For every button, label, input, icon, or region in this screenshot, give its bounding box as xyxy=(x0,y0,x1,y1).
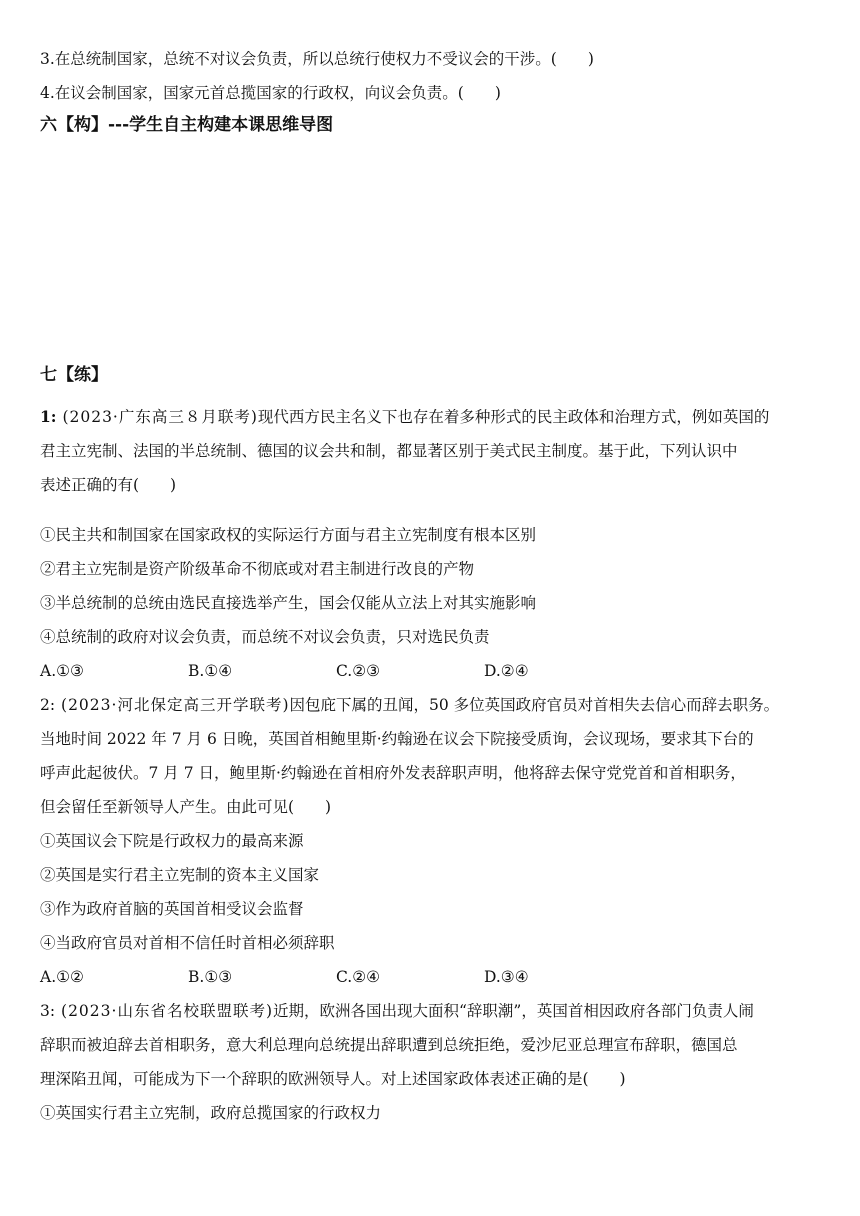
review-item-3: 3.在总统制国家，总统不对议会负责，所以总统行使权力不受议会的干涉。( ) xyxy=(40,50,594,68)
question-2-options xyxy=(40,960,820,994)
question-3-stem-line-3: 理深陷丑闻，可能成为下一个辞职的欧洲领导人。对上述国家政体表述正确的是( ) xyxy=(40,1070,626,1088)
question-1-item-4: ④总统制的政府对议会负责，而总统不对议会负责，只对选民负责 xyxy=(40,628,490,646)
question-3-number: 3: xyxy=(40,1002,56,1020)
question-2-stem-line-3: 呼声此起彼伏。7 月 7 日，鲍里斯·约翰逊在首相府外发表辞职声明，他将辞去保守党党首和首相职务， xyxy=(40,764,746,782)
question-1-option-c[interactable]: C.②③ xyxy=(336,662,381,680)
section-6-title: 六【构】---学生自主构建本课思维导图 xyxy=(40,115,334,135)
question-2-item-1: ①英国议会下院是行政权力的最高来源 xyxy=(40,832,304,850)
question-2-source: (2023·河北保定高三开学联考) xyxy=(55,696,290,714)
question-2-stem-line-1 xyxy=(40,688,820,722)
question-2-option-a[interactable]: A.①② xyxy=(40,968,84,986)
question-2-item-4: ④当政府官员对首相不信任时首相必须辞职 xyxy=(40,934,335,952)
question-1-stem-text-1: 现代西方民主名义下也存在着多种形式的民主政体和治理方式，例如英国的 xyxy=(257,408,770,426)
question-1-option-b[interactable]: B.①④ xyxy=(188,662,233,680)
question-2-option-c[interactable]: C.②④ xyxy=(336,968,381,986)
question-2-stem-line-2: 当地时间 2022 年 7 月 6 日晚，英国首相鲍里斯·约翰逊在议会下院接受质询，会议现场，要求其下台的 xyxy=(40,730,754,748)
question-2-item-2: ②英国是实行君主立宪制的资本主义国家 xyxy=(40,866,320,884)
question-3-source: (2023·山东省名校联盟联考) xyxy=(55,1002,273,1020)
question-1-item-1: ①民主共和制国家在国家政权的实际运行方面与君主立宪制度有根本区别 xyxy=(40,526,537,544)
question-3-stem-text-1: 近期，欧洲各国出现大面积“辞职潮”，英国首相因政府各部门负责人闹 xyxy=(273,1002,754,1020)
mind-map-blank-area xyxy=(40,140,820,360)
question-2-stem-text-1: 因包庇下属的丑闻，50 多位英国政府官员对首相失去信心而辞去职务。 xyxy=(289,696,780,714)
document-page xyxy=(40,42,820,1130)
question-1-stem-line-1 xyxy=(40,400,820,434)
question-1-source: (2023·广东高三８月联考) xyxy=(56,408,258,426)
question-1-option-a[interactable]: A.①③ xyxy=(40,662,84,680)
question-1 xyxy=(40,400,820,688)
question-1-item-2: ②君主立宪制是资产阶级革命不彻底或对君主制进行改良的产物 xyxy=(40,560,475,578)
question-3 xyxy=(40,994,820,1130)
question-1-options xyxy=(40,654,820,688)
question-2-item-3: ③作为政府首脑的英国首相受议会监督 xyxy=(40,900,304,918)
question-1-number: 1: xyxy=(40,407,57,426)
question-3-item-1: ①英国实行君主立宪制，政府总揽国家的行政权力 xyxy=(40,1104,382,1122)
question-3-stem-line-1 xyxy=(40,994,820,1028)
question-1-stem-line-3: 表述正确的有( ) xyxy=(40,476,177,494)
question-2 xyxy=(40,688,820,994)
question-3-stem-line-2: 辞职而被迫辞去首相职务，意大利总理向总统提出辞职遭到总统拒绝，爱沙尼亚总理宣布辞职，德国总 xyxy=(40,1036,738,1054)
question-1-option-d[interactable]: D.②④ xyxy=(484,662,529,680)
section-7-title: 七【练】 xyxy=(40,365,108,385)
question-1-item-3: ③半总统制的总统由选民直接选举产生，国会仅能从立法上对其实施影响 xyxy=(40,594,537,612)
review-item-4: 4.在议会制国家，国家元首总揽国家的行政权，向议会负责。( ) xyxy=(40,84,501,102)
question-1-stem-line-2: 君主立宪制、法国的半总统制、德国的议会共和制，都显著区别于美式民主制度。基于此，下列认识中 xyxy=(40,442,738,460)
question-2-option-d[interactable]: D.③④ xyxy=(484,968,529,986)
question-2-option-b[interactable]: B.①③ xyxy=(188,968,233,986)
question-2-stem-line-4: 但会留任至新领导人产生。由此可见( ) xyxy=(40,798,332,816)
question-2-number: 2: xyxy=(40,696,56,714)
